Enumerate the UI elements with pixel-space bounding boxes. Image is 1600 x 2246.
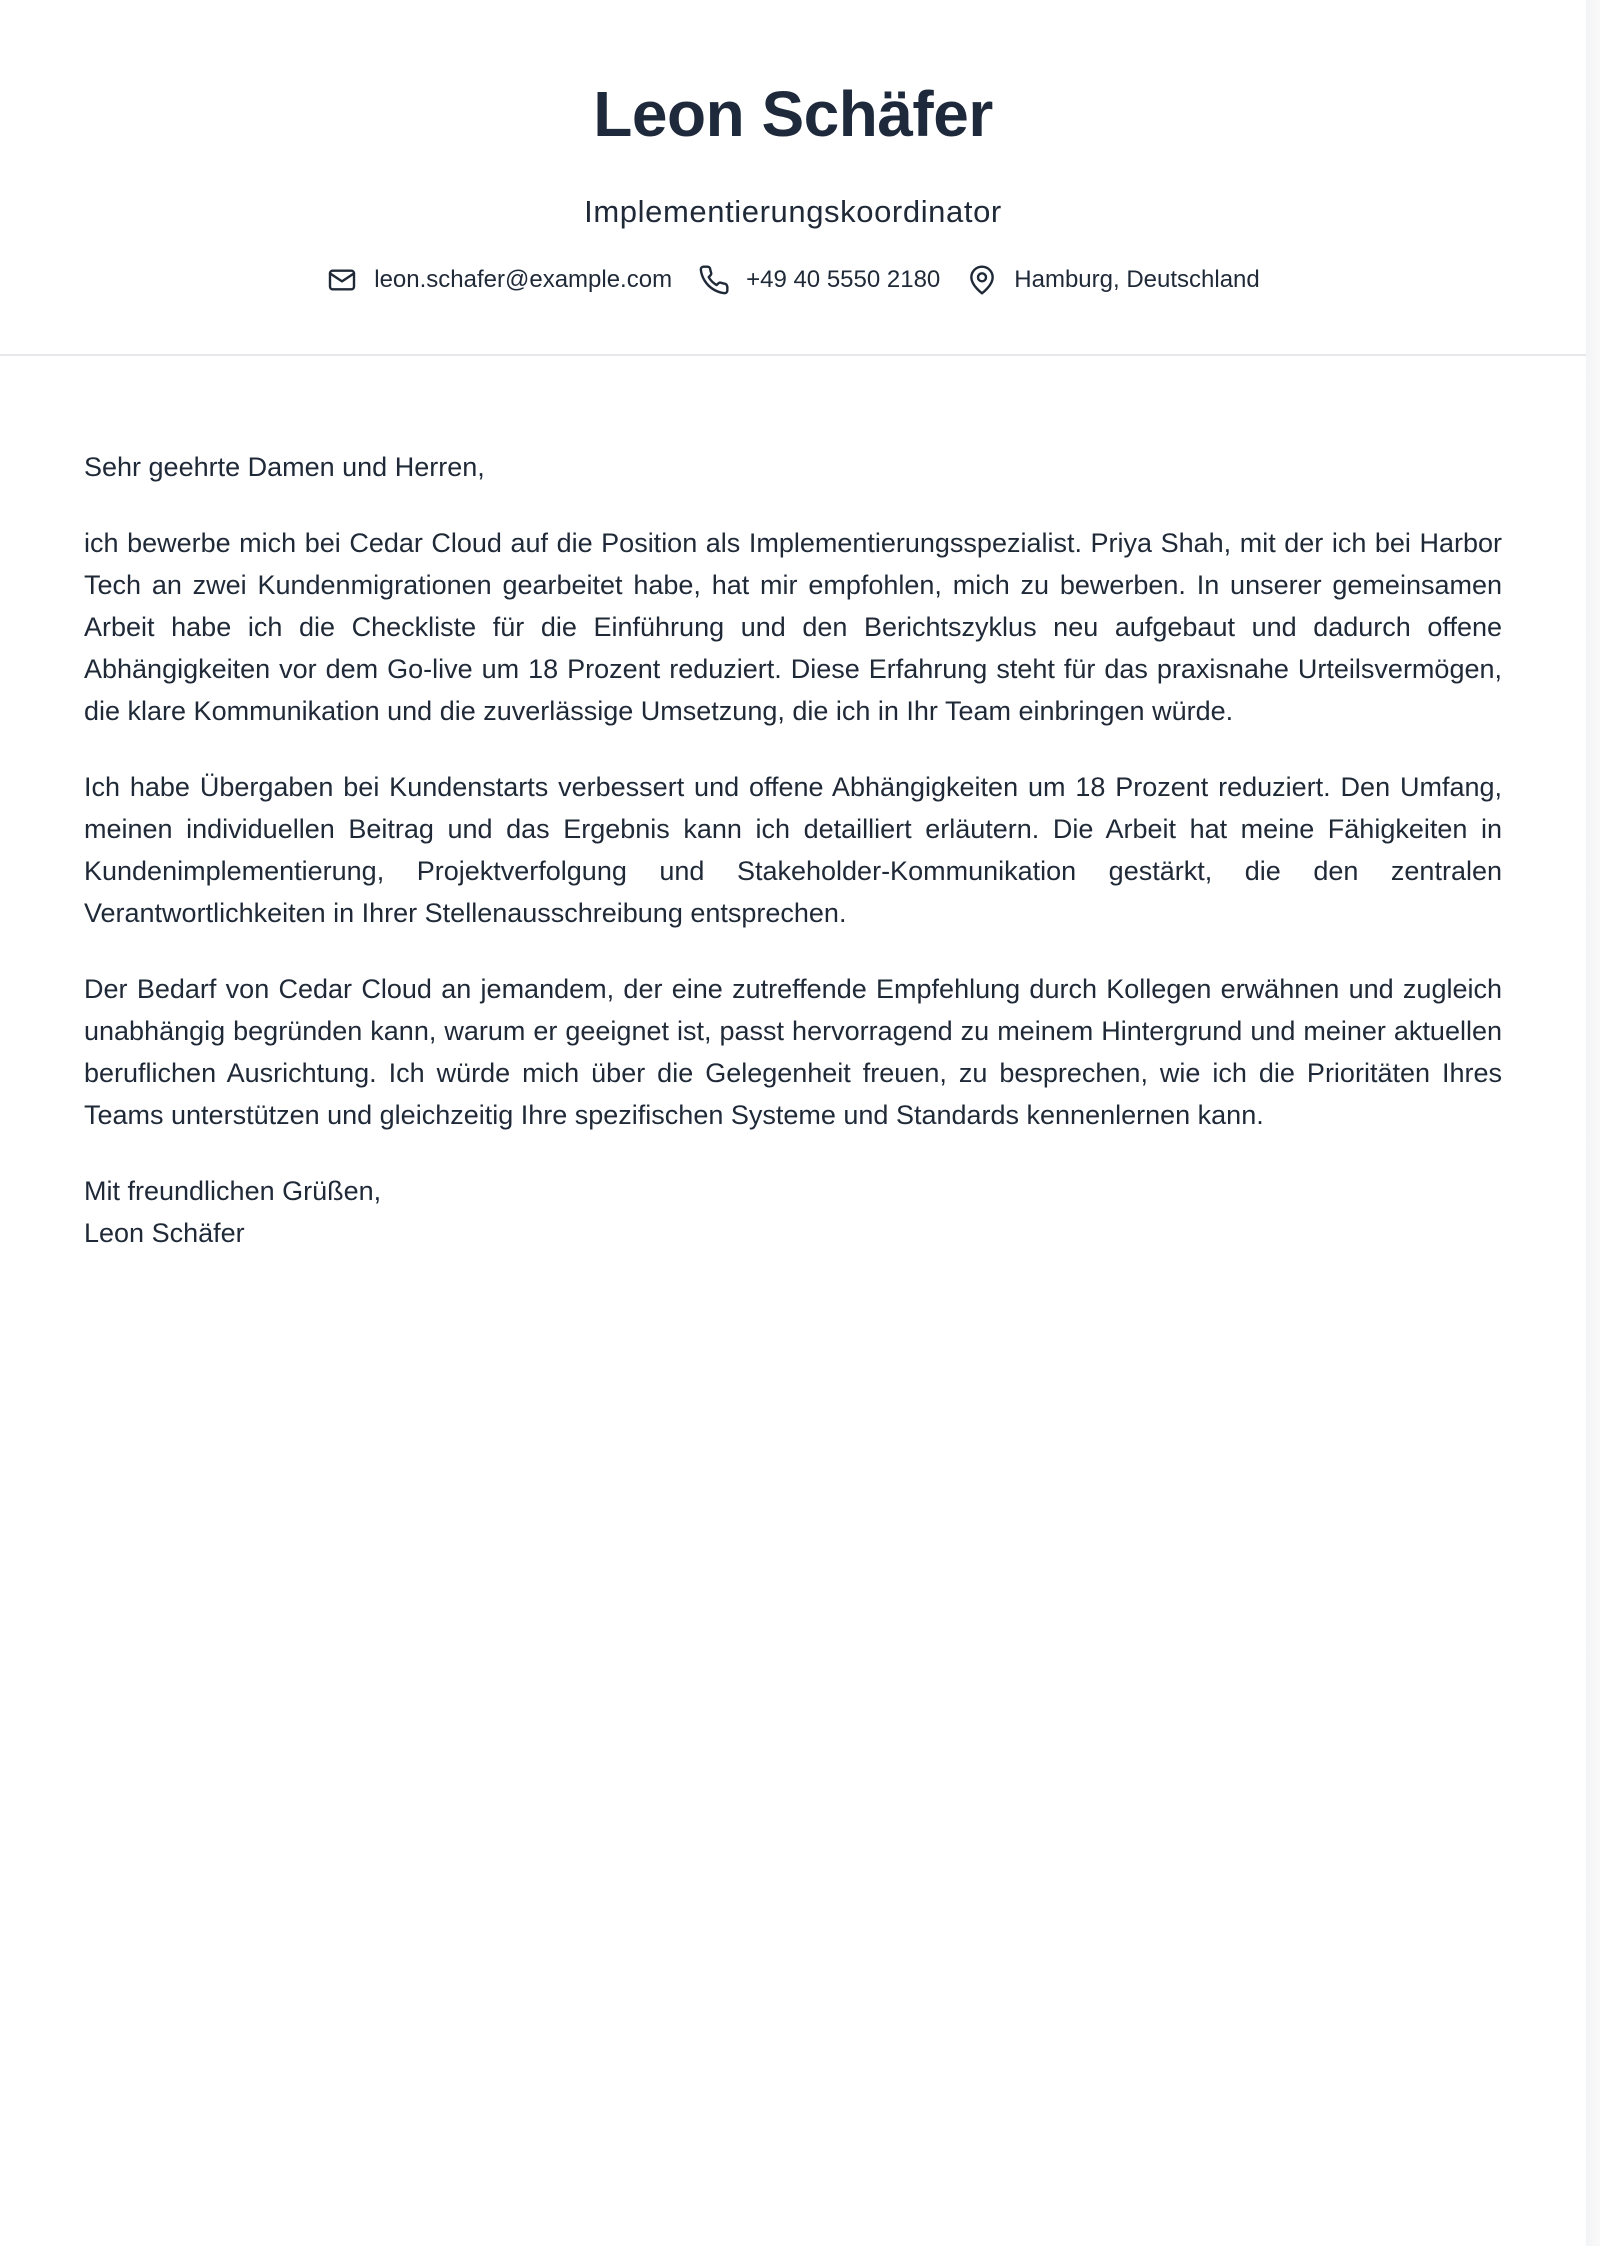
letter-paragraph: Der Bedarf von Cedar Cloud an jemandem, der eine zutreffende Empfehlung durch Kollegen erwähnen und zugleich unabhängig begründen kann, warum er geeignet ist, passt hervorragend zu meinem Hintergrund und meiner aktuellen beruflichen Ausrichtung. Ich würde mich über die Gelegenheit freuen, zu besprechen, wie ich die Prioritäten Ihres Teams unterstützen und gleichzeitig Ihre spezifischen Systeme und Standards kennenlernen kann. xyxy=(84,974,1502,1130)
contact-email[interactable] xyxy=(326,262,672,298)
phone-icon xyxy=(698,264,730,296)
contact-phone-text: +49 40 5550 2180 xyxy=(746,266,941,293)
contact-email-text: leon.schafer@example.com xyxy=(374,266,673,293)
contact-location-text: Hamburg, Deutschland xyxy=(1014,266,1260,293)
letter-salutation: Sehr geehrte Damen und Herren, xyxy=(84,452,485,482)
letter-signature: Leon Schäfer xyxy=(84,1218,245,1248)
letter-paragraph: Ich habe Übergaben bei Kundenstarts verbessert und offene Abhängigkeiten um 18 Prozent reduziert. Den Umfang, meinen individuellen Beitrag und das Ergebnis kann ich detailliert erläutern. Die Arbeit hat meine Fähigkeiten in Kundenimplementierung, Projektverfolgung und Stakeholder-Kommunikation gestärkt, die den zentralen Verantwortlichkeiten in Ihrer Stellenausschreibung entsprechen. xyxy=(84,772,1502,928)
letter-closing-block xyxy=(84,1170,1502,1254)
contact-location xyxy=(966,262,1259,298)
page-edge-shadow xyxy=(1586,0,1600,2246)
contact-bar xyxy=(0,262,1586,298)
letter-body xyxy=(84,446,1502,1288)
applicant-role: Implementierungskoordinator xyxy=(584,194,1002,229)
mail-icon xyxy=(326,264,358,296)
letter-header xyxy=(0,0,1586,356)
applicant-name: Leon Schäfer xyxy=(593,78,993,150)
letter-paragraph: ich bewerbe mich bei Cedar Cloud auf die Position als Implementierungsspezialist. Priya Shah, mit der ich bei Harbor Tech an zwei Kundenmigrationen gearbeitet habe, hat mir empfohlen, mich zu bewerben. In unserer gemeinsamen Arbeit habe ich die Checkliste für die Einführung und den Berichtszyklus neu aufgebaut und dadurch offene Abhängigkeiten vor dem Go-live um 18 Prozent reduziert. Diese Erfahrung steht für das praxisnahe Urteilsvermögen, die klare Kommunikation und die zuverlässige Umsetzung, die ich in Ihr Team einbringen würde. xyxy=(84,528,1502,726)
letter-closing: Mit freundlichen Grüßen, xyxy=(84,1176,382,1206)
map-pin-icon xyxy=(966,264,998,296)
contact-phone[interactable] xyxy=(698,262,940,298)
